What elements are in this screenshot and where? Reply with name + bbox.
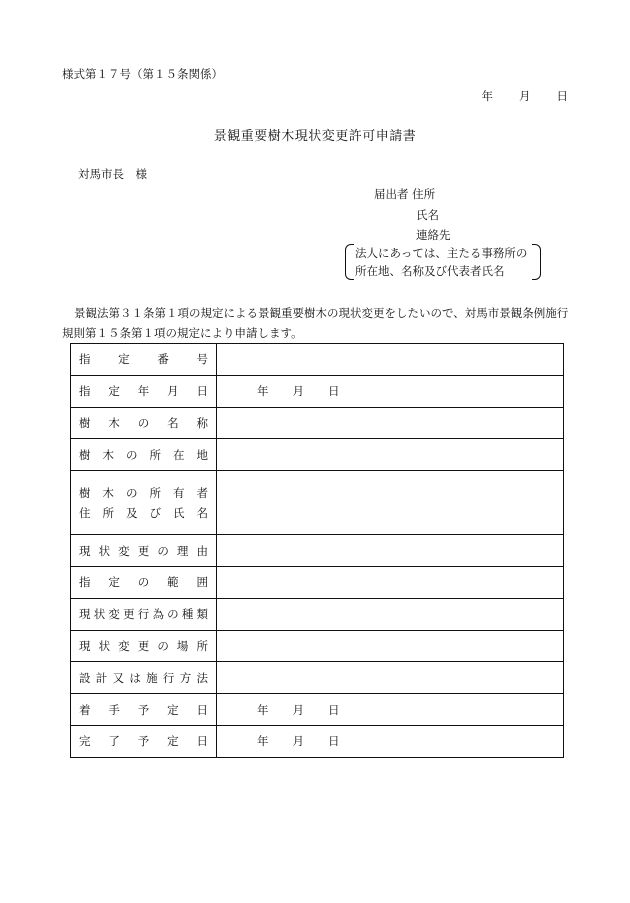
label-char: 種 [181, 607, 194, 622]
row-label [71, 375, 217, 407]
label-char: 称 [196, 415, 208, 430]
label-char: 範 [167, 575, 179, 590]
row-label-text [79, 733, 208, 749]
row-label-text [79, 670, 208, 686]
row-label-text [79, 351, 208, 367]
row-label-text [79, 383, 208, 399]
date-month-label: 月 [292, 734, 304, 749]
table-row [71, 375, 564, 407]
label-char: 定 [167, 734, 179, 749]
row-label-text [79, 638, 208, 654]
application-table [70, 343, 564, 758]
date-day-label: 日 [328, 702, 340, 717]
label-char: 場 [176, 638, 189, 653]
date-month-label: 月 [292, 702, 304, 717]
row-label-text [79, 574, 208, 590]
row-value-field[interactable] [217, 566, 564, 598]
label-char: 所 [149, 485, 161, 500]
label-char: 番 [157, 352, 169, 367]
label-char: 変 [108, 607, 120, 622]
label-char: 変 [118, 543, 130, 558]
table-row [71, 407, 564, 439]
row-label-text [79, 702, 208, 718]
label-char: 木 [102, 447, 114, 462]
row-label-text [79, 485, 208, 501]
document-title: 景観重要樹木現状変更許可申請書 [213, 129, 417, 144]
label-char: 所 [102, 505, 114, 520]
label-char: 変 [118, 638, 130, 653]
label-char: の [137, 575, 150, 590]
row-label-text [79, 606, 208, 622]
application-statement: 景観法第３１条第１項の規定による景観重要樹木の現状変更をしたいので、対馬市景観条例施行規則第１５条第１項の規定により申請します。 [62, 306, 569, 340]
table-row [71, 471, 564, 535]
label-char: 着 [79, 702, 91, 717]
row-value-field[interactable] [217, 535, 564, 567]
applicant-contact-label: 連絡先 [416, 228, 451, 242]
label-char: 計 [95, 670, 108, 685]
label-char: 囲 [196, 575, 208, 590]
label-char: の [137, 415, 150, 430]
label-char: 住 [79, 505, 91, 520]
corporation-note-line2: 所在地、名称及び代表者氏名 [355, 264, 505, 278]
date-value [257, 702, 340, 718]
label-char: の [157, 638, 169, 653]
table-row [71, 630, 564, 662]
label-char: 現 [79, 543, 91, 558]
label-char: の [126, 447, 138, 462]
row-label-text [79, 505, 208, 521]
row-value-field[interactable] [217, 471, 564, 535]
label-char: の [157, 543, 169, 558]
label-char: 手 [108, 702, 120, 717]
label-char: 定 [118, 352, 130, 367]
label-char: 所 [149, 447, 161, 462]
label-char: 予 [137, 702, 150, 717]
label-char: 理 [176, 543, 189, 558]
label-char: 又 [112, 670, 125, 685]
row-label-text [79, 447, 208, 463]
row-value-field[interactable] [217, 694, 564, 726]
label-char: 日 [196, 734, 208, 749]
date-header [482, 88, 569, 104]
label-char: 現 [79, 638, 91, 653]
label-char: 指 [79, 575, 91, 590]
label-char: 木 [102, 485, 114, 500]
label-char: 名 [167, 415, 179, 430]
row-label [71, 407, 217, 439]
label-char: 木 [108, 415, 120, 430]
date-day: 日 [556, 89, 568, 103]
label-char: 現 [79, 607, 91, 622]
label-char: 及 [126, 505, 138, 520]
row-label [71, 725, 217, 757]
label-char: 所 [196, 638, 208, 653]
table-row [71, 535, 564, 567]
label-char: 了 [108, 734, 120, 749]
label-char: 号 [196, 352, 208, 367]
row-value-field[interactable] [217, 344, 564, 376]
label-char: 更 [123, 607, 135, 622]
row-label [71, 535, 217, 567]
label-char: 日 [196, 384, 208, 399]
row-label-text [79, 415, 208, 431]
date-month: 月 [519, 89, 531, 103]
label-char: 状 [98, 543, 111, 558]
table-row [71, 694, 564, 726]
row-value-field[interactable] [217, 407, 564, 439]
table-row [71, 598, 564, 630]
label-char: の [126, 485, 138, 500]
label-char: 定 [167, 702, 179, 717]
corporation-note-line1: 法人にあっては、主たる事務所の [355, 246, 528, 260]
row-label [71, 566, 217, 598]
date-year-label: 年 [257, 702, 269, 717]
row-label [71, 694, 217, 726]
label-char: 類 [196, 607, 208, 622]
row-label [71, 439, 217, 471]
label-char: 状 [93, 607, 106, 622]
row-value-field[interactable] [217, 630, 564, 662]
date-year: 年 [481, 89, 493, 103]
left-bracket [345, 244, 354, 280]
label-char: 行 [137, 607, 150, 622]
date-year-label: 年 [257, 384, 269, 399]
applicant-address-label: 届出者 住所 [374, 187, 436, 201]
table-row [71, 725, 564, 757]
label-char: の [167, 607, 179, 622]
row-value-field[interactable] [217, 598, 564, 630]
row-label [71, 630, 217, 662]
right-bracket [532, 244, 541, 280]
addressee: 対馬市長 様 [78, 167, 147, 181]
label-char: 指 [79, 384, 91, 399]
label-char: 更 [137, 638, 150, 653]
label-char: 樹 [79, 485, 91, 500]
label-char: 名 [196, 505, 208, 520]
label-char: 定 [108, 384, 120, 399]
label-char: 更 [137, 543, 150, 558]
date-day-label: 日 [328, 384, 340, 399]
label-char: 施 [146, 670, 158, 685]
table-row [71, 344, 564, 376]
label-char: 者 [196, 485, 208, 500]
label-char: 指 [79, 352, 91, 367]
label-char: び [149, 505, 161, 520]
label-char: 予 [137, 734, 150, 749]
date-value [257, 383, 340, 399]
label-char: 方 [179, 670, 192, 685]
label-char: 有 [173, 485, 185, 500]
label-char: 法 [196, 670, 208, 685]
date-month-label: 月 [292, 384, 304, 399]
applicant-name-label: 氏名 [416, 208, 439, 222]
label-char: 在 [173, 447, 185, 462]
label-char: 状 [98, 638, 111, 653]
label-char: 完 [79, 734, 91, 749]
label-char: 行 [162, 670, 175, 685]
label-char: 定 [108, 575, 120, 590]
label-char: 年 [137, 384, 150, 399]
date-year-label: 年 [257, 734, 269, 749]
date-value [257, 733, 340, 749]
row-label [71, 662, 217, 694]
row-label-text [79, 543, 208, 559]
label-char: 為 [152, 607, 164, 622]
table-row [71, 439, 564, 471]
form-number: 様式第１７号（第１５条関係） [62, 67, 223, 81]
row-value-field[interactable] [217, 439, 564, 471]
corporation-note [345, 244, 541, 280]
label-char: 日 [196, 702, 208, 717]
row-label [71, 471, 217, 535]
row-label [71, 344, 217, 376]
table-row [71, 566, 564, 598]
row-value-field[interactable] [217, 662, 564, 694]
label-char: 月 [167, 384, 179, 399]
row-label [71, 598, 217, 630]
label-char: 設 [79, 670, 91, 685]
label-char: 地 [196, 447, 208, 462]
row-value-field[interactable] [217, 375, 564, 407]
date-day-label: 日 [328, 734, 340, 749]
table-row [71, 662, 564, 694]
row-value-field[interactable] [217, 725, 564, 757]
label-char: 氏 [173, 505, 185, 520]
label-char: は [129, 670, 141, 685]
label-char: 樹 [79, 447, 91, 462]
label-char: 由 [196, 543, 208, 558]
label-char: 樹 [79, 415, 91, 430]
